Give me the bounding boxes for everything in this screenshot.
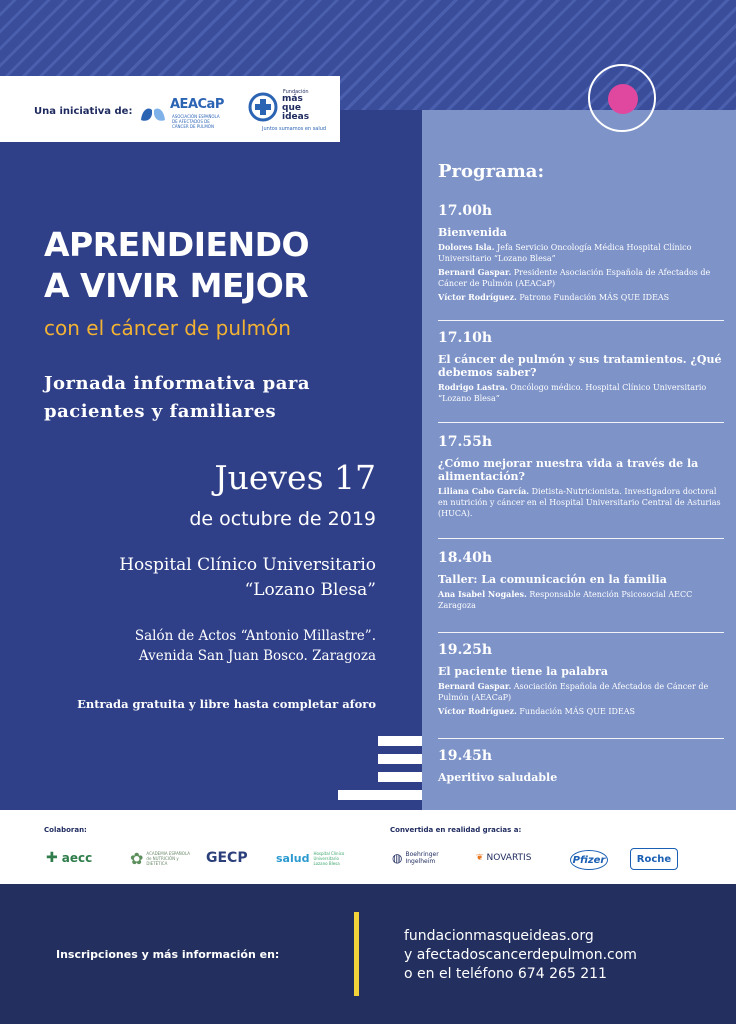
slot-title: Aperitivo saludable bbox=[438, 771, 558, 784]
speaker-name: Bernard Gaspar. bbox=[438, 681, 512, 691]
slot-title: Taller: La comunicación en la familia bbox=[438, 573, 667, 586]
event-description bbox=[44, 370, 394, 426]
footer-accent-bar bbox=[354, 912, 359, 996]
title-line-1: APRENDIENDO bbox=[44, 225, 310, 264]
speaker-name: Bernard Gaspar. bbox=[438, 267, 512, 277]
mqi-tagline: Juntos sumamos en salud bbox=[262, 126, 327, 132]
description-line-1: Jornada informativa para bbox=[44, 373, 311, 394]
boehringer-logo-text: Boehringer Ingelheim bbox=[405, 851, 439, 865]
title-line-2: A VIVIR MEJOR bbox=[44, 266, 309, 305]
program-divider bbox=[438, 320, 724, 321]
speaker-role: Responsable Atención Psicosocial AECC Zaragoza bbox=[438, 590, 693, 610]
slot-time: 19.25h bbox=[438, 642, 493, 658]
sponsors-label: Convertida en realidad gracias a: bbox=[390, 826, 522, 834]
speaker-name: Rodrigo Lastra. bbox=[438, 382, 508, 392]
program-slot bbox=[438, 330, 724, 407]
program-slot bbox=[438, 748, 724, 787]
description-line-2: pacientes y familiares bbox=[44, 401, 277, 422]
roche-logo: Roche bbox=[630, 848, 678, 870]
speaker-name: Víctor Rodríguez. bbox=[438, 292, 517, 302]
aeacap-logo-subtext: ASOCIACIÓN ESPAÑOLA DE AFECTADOS DE CÁNCER DE PULMÓN bbox=[172, 114, 220, 129]
decorative-step bbox=[378, 772, 422, 782]
slot-speaker bbox=[438, 382, 724, 404]
hospital-line-2: “Lozano Blesa” bbox=[244, 580, 376, 600]
novartis-logo-text: NOVARTIS bbox=[486, 853, 532, 863]
leaf-icon: ✿ bbox=[130, 848, 144, 868]
speaker-name: Ana Isabel Nogales. bbox=[438, 589, 527, 599]
footer-label: Inscripciones y más información en: bbox=[56, 948, 280, 961]
boehringer-logo bbox=[392, 846, 458, 870]
event-date: de octubre de 2019 bbox=[189, 508, 376, 530]
cross-icon: ✚ bbox=[46, 850, 58, 866]
speaker-role: Fundación MÁS QUE IDEAS bbox=[519, 707, 636, 716]
speaker-name: Víctor Rodríguez. bbox=[438, 706, 517, 716]
event-subtitle: con el cáncer de pulmón bbox=[44, 316, 291, 340]
academia-logo-text: ACADEMIA ESPAÑOLA de NUTRICIÓN y DIETÉTICA bbox=[146, 850, 191, 866]
aecc-logo bbox=[46, 846, 112, 870]
speaker-name: Dolores Isla. bbox=[438, 242, 495, 252]
slot-title: ¿Cómo mejorar nuestra vida a través de la alimentación? bbox=[438, 457, 699, 483]
aecc-logo-text: aecc bbox=[61, 851, 93, 865]
program-slot bbox=[438, 550, 724, 614]
speaker-role: Asociación Española de Afectados de Cáncer de Pulmón (AEACaP) bbox=[438, 682, 709, 702]
slot-speaker bbox=[438, 706, 724, 717]
slot-time: 18.40h bbox=[438, 550, 493, 566]
decorative-step bbox=[338, 790, 422, 800]
slot-time: 19.45h bbox=[438, 748, 493, 764]
novartis-logo bbox=[476, 846, 556, 870]
slot-speaker bbox=[438, 681, 724, 703]
hospital-logo-text: Hospital Clínico Universitario Lozano Blesa bbox=[313, 850, 345, 866]
venue-line-1: Salón de Actos “Antonio Millastre”. bbox=[134, 628, 376, 644]
slot-title: El cáncer de pulmón y sus tratamientos. ¿Qué debemos saber? bbox=[438, 353, 722, 379]
program-divider bbox=[438, 632, 724, 633]
speaker-role: Jefa Servicio Oncología Médica Hospital Clínico Universitario “Lozano Blesa” bbox=[438, 243, 692, 263]
slot-time: 17.10h bbox=[438, 330, 493, 346]
decorative-pink-dot bbox=[608, 84, 638, 114]
gecp-logo: GECP bbox=[206, 850, 248, 866]
academia-logo bbox=[130, 846, 200, 870]
program-divider bbox=[438, 738, 724, 739]
lungs-icon bbox=[138, 96, 168, 126]
slot-speaker bbox=[438, 589, 724, 611]
slot-speaker bbox=[438, 267, 724, 289]
program-divider bbox=[438, 538, 724, 539]
collaborators-label: Colaboran: bbox=[44, 826, 87, 834]
speaker-role: Dietista-Nutricionista. Investigadora doctoral en nutrición y cáncer en el Hospital Universitario Central de Asturias (HUCA). bbox=[438, 487, 721, 518]
program-heading: Programa: bbox=[438, 161, 545, 182]
slot-title: El paciente tiene la palabra bbox=[438, 665, 608, 678]
salud-logo-text: salud bbox=[276, 851, 310, 865]
mqi-fund-label: Fundación bbox=[283, 89, 309, 95]
website-link-1[interactable]: fundacionmasqueideas.org bbox=[404, 928, 594, 944]
event-day: Jueves 17 bbox=[214, 458, 376, 497]
speaker-role: Presidente Asociación Española de Afectados de Cáncer de Pulmón (AEACaP) bbox=[438, 268, 711, 288]
program-slot bbox=[438, 434, 724, 522]
event-title bbox=[44, 224, 384, 306]
phone-text: o en el teléfono 674 265 211 bbox=[404, 966, 607, 982]
slot-speaker bbox=[438, 292, 724, 303]
speaker-name: Liliana Cabo García. bbox=[438, 486, 530, 496]
slot-time: 17.00h bbox=[438, 203, 493, 219]
aeacap-logo-text: AEACaP bbox=[170, 97, 224, 112]
entry-note: Entrada gratuita y libre hasta completar aforo bbox=[77, 697, 376, 711]
program-slot bbox=[438, 642, 724, 720]
pfizer-logo: Pfizer bbox=[570, 850, 608, 870]
mqi-logo-text: más que ideas bbox=[282, 94, 310, 122]
initiative-label: Una iniciativa de: bbox=[34, 106, 133, 117]
plus-circle-icon bbox=[248, 92, 278, 122]
program-divider bbox=[438, 422, 724, 423]
website-link-2[interactable]: y afectadoscancerdepulmon.com bbox=[404, 947, 637, 963]
slot-title: Bienvenida bbox=[438, 226, 507, 239]
boehringer-icon: ◍ bbox=[392, 850, 403, 865]
slot-speaker bbox=[438, 242, 724, 264]
slot-time: 17.55h bbox=[438, 434, 493, 450]
speaker-role: Patrono Fundación MÁS QUE IDEAS bbox=[519, 293, 670, 302]
venue-line-2: Avenida San Juan Bosco. Zaragoza bbox=[138, 648, 376, 664]
slot-speaker bbox=[438, 486, 724, 519]
decorative-step bbox=[378, 754, 422, 764]
speaker-role: Oncólogo médico. Hospital Clínico Universitario “Lozano Blesa” bbox=[438, 383, 707, 403]
program-slot bbox=[438, 203, 724, 306]
decorative-step bbox=[378, 736, 422, 746]
hospital-line-1: Hospital Clínico Universitario bbox=[119, 555, 376, 575]
salud-logo bbox=[276, 846, 366, 870]
flame-icon: ❦ bbox=[476, 853, 484, 863]
